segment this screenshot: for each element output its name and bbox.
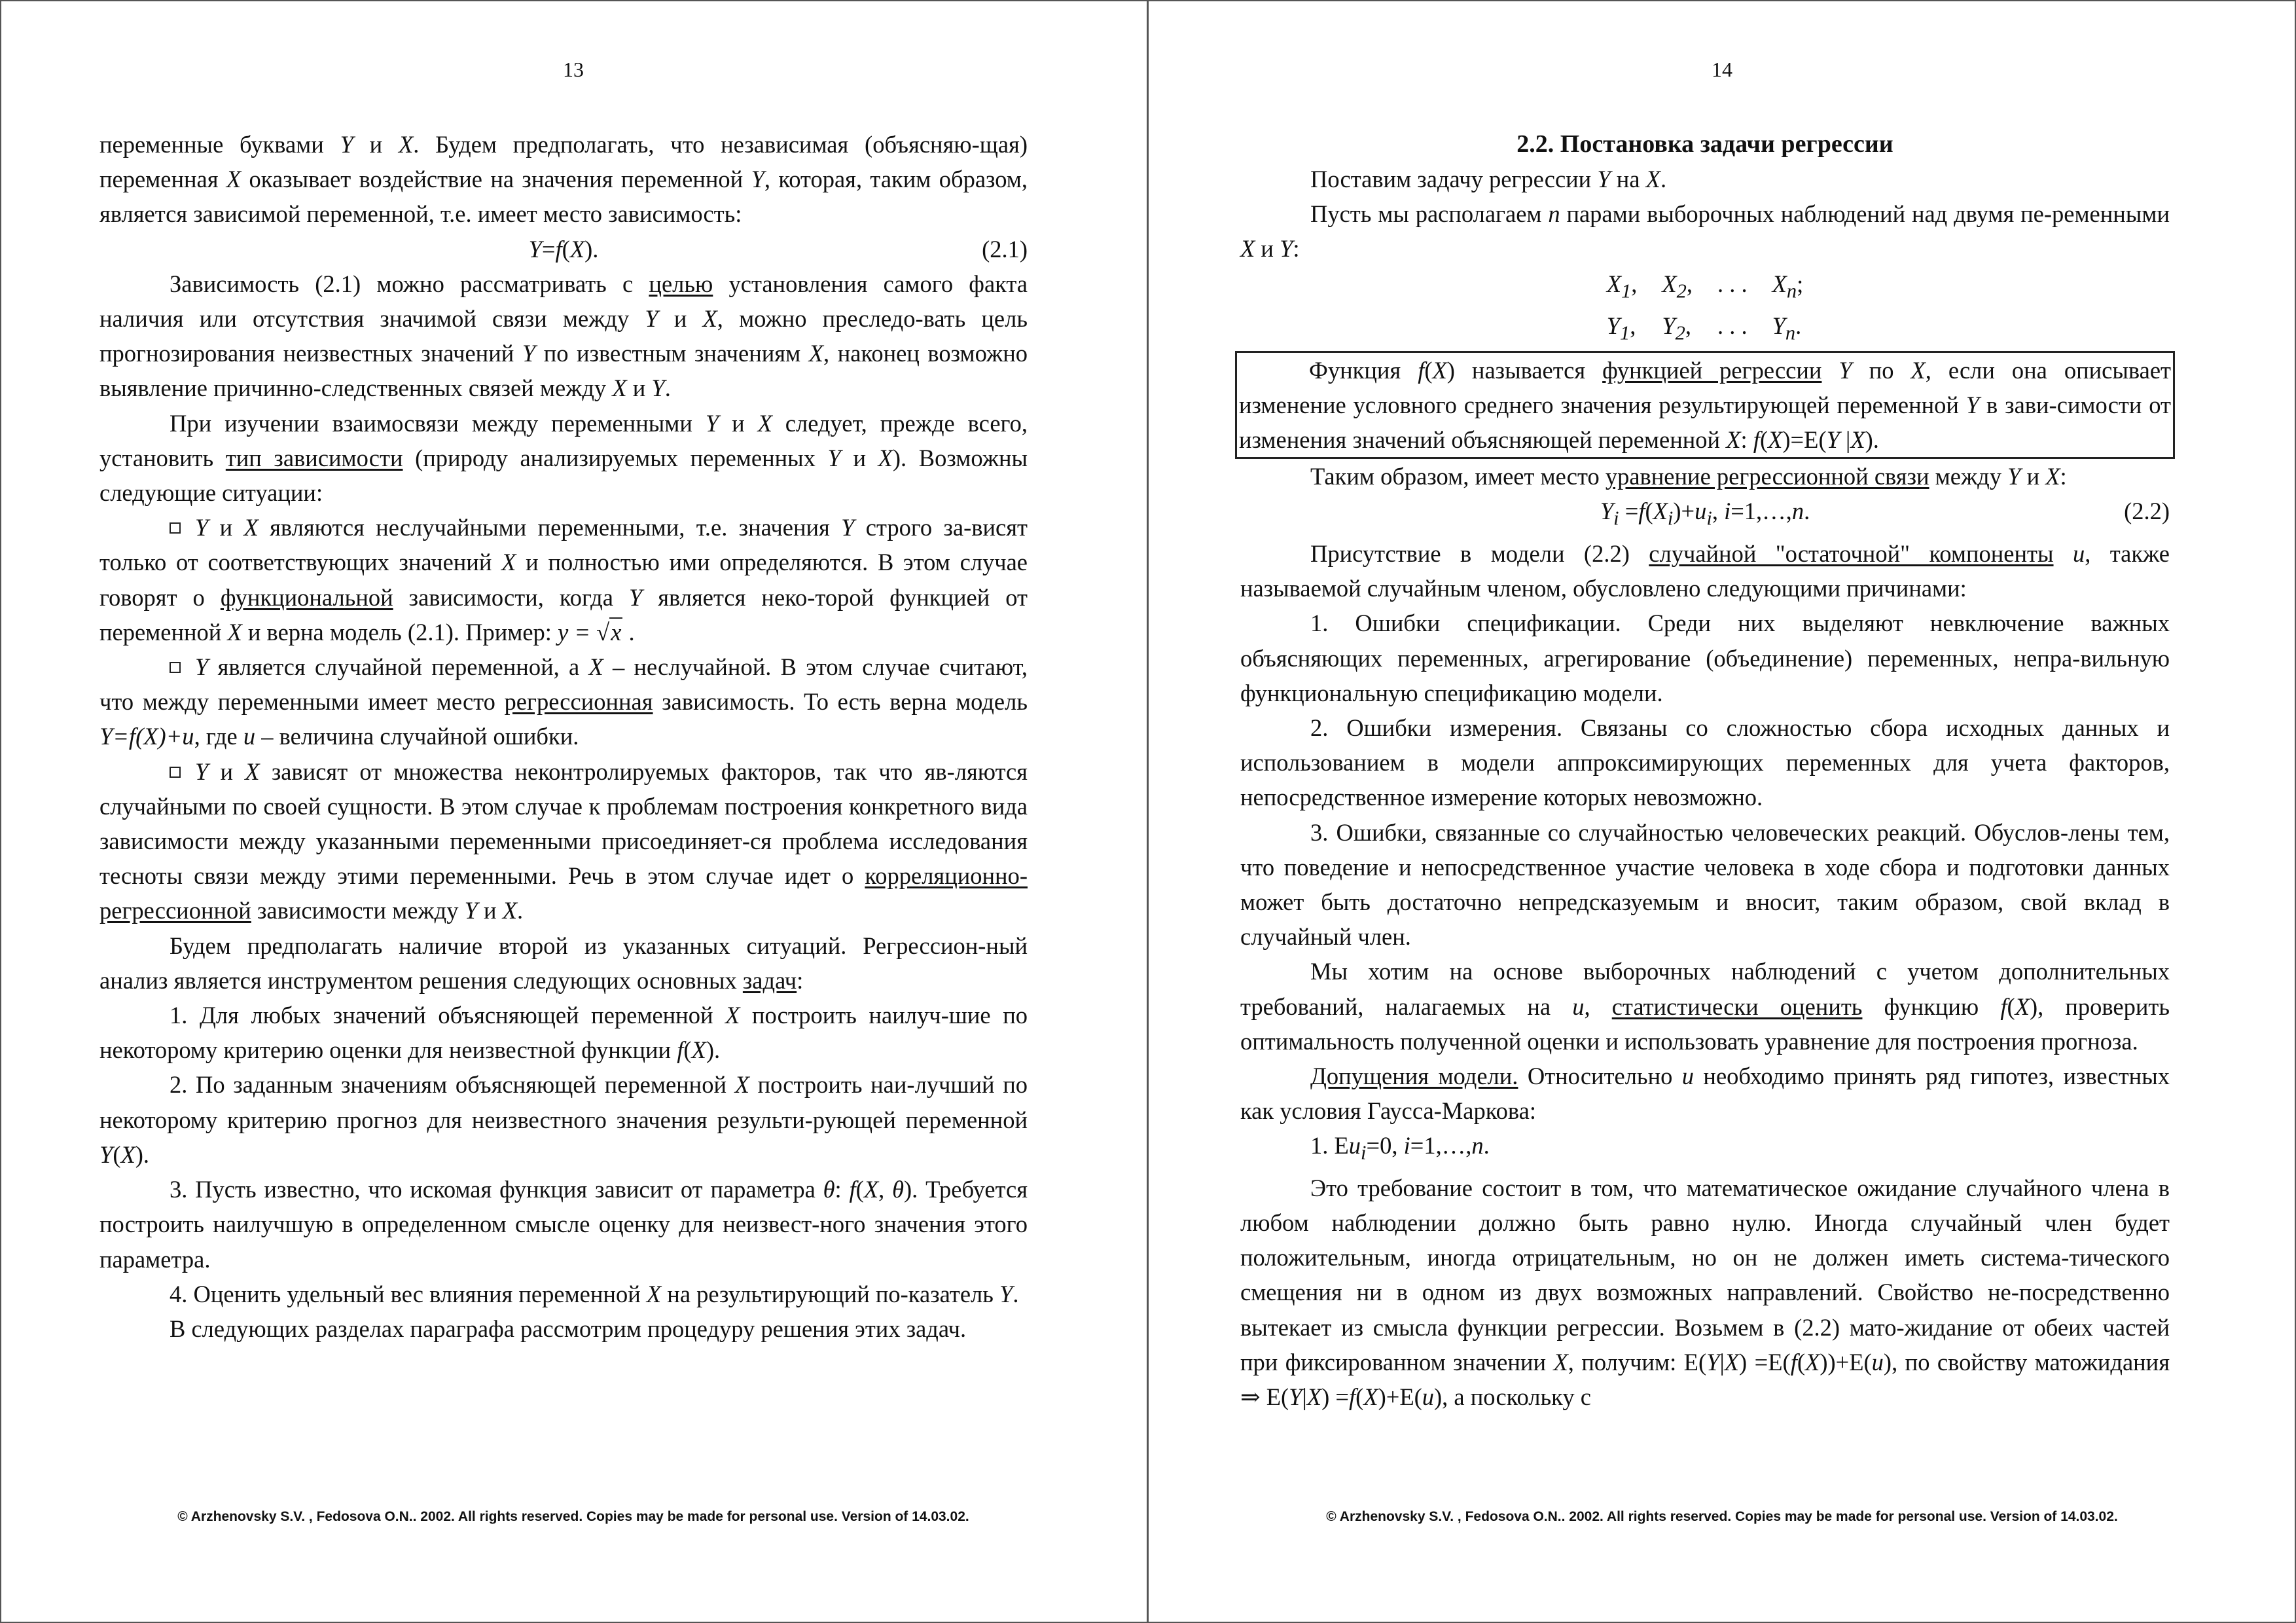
paragraph: Пусть мы располагаем n парами выборочных наблюдений над двумя пе-ременными X и Y: (1240, 200, 2170, 263)
list-item: Y и X являются неслучайными переменными, т.е. значения Y строго за-висят только от соответствующих значений X и полностью ими определяются. В этом случае говорят о функциональной зависимости, когда Y является неко-торой функцией от переменной X и верна модель (2.1). Пример: y = √x . (99, 514, 1028, 646)
page-number: 14 (1712, 58, 1732, 81)
definition-box (1235, 351, 2175, 460)
definition-text: Функция f(X) называется функцией регрессии Y по X, если она описывает изменение условного среднего значения результирующей переменной Y в зави-симости от изменения значений объясняющей переменной X: f(X)=E(Y |X). (1239, 356, 2172, 454)
paragraph: При изучении взаимосвязи между переменными Y и X следует, прежде всего, установить тип зависимости (природу анализируемых переменных Y и X). Возможны следующие ситуации: (99, 409, 1028, 507)
obs-xdots: . . . (1717, 270, 1748, 297)
paragraph: Присутствие в модели (2.2) случайной "остаточной" компоненты u, также называемой случайным членом, обусловлено следующими причинами: (1240, 539, 2170, 602)
left-page (0, 0, 1147, 1623)
list-item: Y и X зависят от множества неконтролируемых факторов, так что яв-ляются случайными по своей сущности. В этом случае к проблемам построения конкретного вида зависимости между указанными переменными присоединяет-ся проблема исследования тесноты связи между этими переменными. Речь в этом случае идет о корреляционно-регрессионной зависимости между Y и X. (99, 757, 1028, 924)
observations-table (1240, 266, 2170, 351)
list-item: 3. Ошибки, связанные со случайностью человеческих реакций. Обуслов-лены тем, что поведение и непосредственное участие человека в ходе сбора и подготовки данных может быть достаточно непредсказуемым и вносит, таким образом, свой вклад в случайный член. (1240, 818, 2170, 951)
list-item: 4. Оценить удельный вес влияния переменной X на результирующий по-казатель Y. (170, 1280, 1019, 1307)
equation-number: (2.2) (2124, 498, 2170, 525)
obs-y2: $Y_2$, (1662, 312, 1691, 344)
checkbox-bullet-icon (170, 522, 181, 534)
list-item: Y является случайной переменной, а X – неслучайной. В этом случае считают, что между переменными имеет место регрессионная зависимость. То есть верна модель Y=f(X)+u, где u – величина случайной ошибки. (99, 653, 1028, 750)
paragraph: Это требование состоит в том, что математическое ожидание случайного члена в любом наблюдении должно быть равно нулю. Иногда случайный член будет положительным, иногда отрицательным, но он не должен иметь система-тического смещения ни в одном из двух возможных направлений. Свойство не-посредственно вытекает из смысла функции регрессии. Возьмем в (2.2) мато-жидание от обеих частей при фиксированном значении X, получим: E(Y|X) =E(f(X))+E(u), по свойству матожидания ⇒ E(Y|X) =f(X)+E(u), а поскольку с (1240, 1174, 2170, 1411)
checkbox-bullet-icon (170, 767, 181, 778)
copyright-footer: © Arzhenovsky S.V. , Fedosova O.N.. 2002. All rights reserved. Copies may be made for personal use. Version of 14.03.02. (177, 1509, 969, 1524)
obs-ydots: . . . (1717, 312, 1748, 340)
paragraph: Поставим задачу регрессии Y на X. (1310, 166, 1667, 192)
paragraph: Мы хотим на основе выборочных наблюдений с учетом дополнительных требований, налагаемых на u, статистически оценить функцию f(X), проверить оптимальность полученной оценки и использовать уравнение для построения прогноза. (1240, 958, 2170, 1055)
equation-2-2: $Y_i =f(X_i)+u_i$, i=1,…,n. (2.2) (1240, 494, 2170, 536)
left-page-body (99, 127, 1028, 1346)
sqrt-formula: y = √x (558, 618, 622, 646)
list-item: 2. По заданным значениям объясняющей переменной X построить наи-лучший по некоторому критерию прогноз для неизвестного значения результи-рующей переменной Y(X). (99, 1071, 1028, 1168)
right-page (1149, 0, 2295, 1623)
obs-xn: $X_n$; (1772, 270, 1804, 302)
paragraph: Допущения модели. Относительно u необходимо принять ряд гипотез, известных как условия Гаусса-Маркова: (1240, 1062, 2170, 1125)
obs-x2: $X_2$, (1662, 270, 1693, 302)
right-page-body (1240, 127, 2170, 1414)
list-item: 2. Ошибки измерения. Связаны со сложностью сбора исходных данных и использованием в модели аппроксимирующих переменных для учета факторов, непосредственное измерение которых невозможно. (1240, 714, 2170, 811)
page-number: 13 (563, 58, 584, 81)
list-item: 1. Для любых значений объясняющей переменной X построить наилуч-шие по некоторому критерию оценки для неизвестной функции f(X). (99, 1002, 1028, 1064)
paragraph: Будем предполагать наличие второй из указанных ситуаций. Регрессион-ный анализ является инструментом решения следующих основных задач: (99, 932, 1028, 994)
paragraph: В следующих разделах параграфа рассмотрим процедуру решения этих задач. (170, 1315, 967, 1342)
list-item: 1. Ошибки спецификации. Среди них выделяют невключение важных объясняющих переменных, агрегирование (объединение) переменных, непра-вильную функциональную спецификацию модели. (1240, 610, 2170, 706)
checkbox-bullet-icon (170, 662, 181, 673)
copyright-footer: © Arzhenovsky S.V. , Fedosova O.N.. 2002. All rights reserved. Copies may be made for personal use. Version of 14.03.02. (1326, 1509, 2118, 1524)
obs-y1: $Y_1$, (1606, 312, 1636, 344)
obs-x1: $X_1$, (1606, 270, 1638, 302)
list-item: 3. Пусть известно, что искомая функция зависит от параметра θ: f(X, θ). Требуется построить наилучшую в определенном смысле оценку для неизвест-ного значения этого параметра. (99, 1176, 1028, 1273)
equation-2-1: Y=f(X). (2.1) (99, 232, 1028, 266)
obs-yn: $Y_n$. (1772, 312, 1802, 344)
section-title: 2.2. Постановка задачи регрессии (1516, 130, 1893, 158)
equation-number: (2.1) (982, 235, 1028, 263)
paragraph: переменные буквами Y и X. Будем предполагать, что независимая (объясняю-щая) переменная X оказывает воздействие на значения переменной Y, которая, таким образом, является зависимой переменной, т.е. имеет место зависимость: (99, 131, 1028, 228)
list-item: 1. $Eu_i=0$, i=1,…,n. (1310, 1132, 1490, 1164)
paragraph: Таким образом, имеет место уравнение регрессионной связи между Y и X: (1310, 463, 2067, 490)
paragraph: Зависимость (2.1) можно рассматривать с целью установления самого факта наличия или отсутствия значимой связи между Y и X, можно преследо-вать цель прогнозирования неизвестных значений Y по известным значениям X, наконец возможно выявление причинно-следственных связей между X и Y. (99, 270, 1028, 402)
